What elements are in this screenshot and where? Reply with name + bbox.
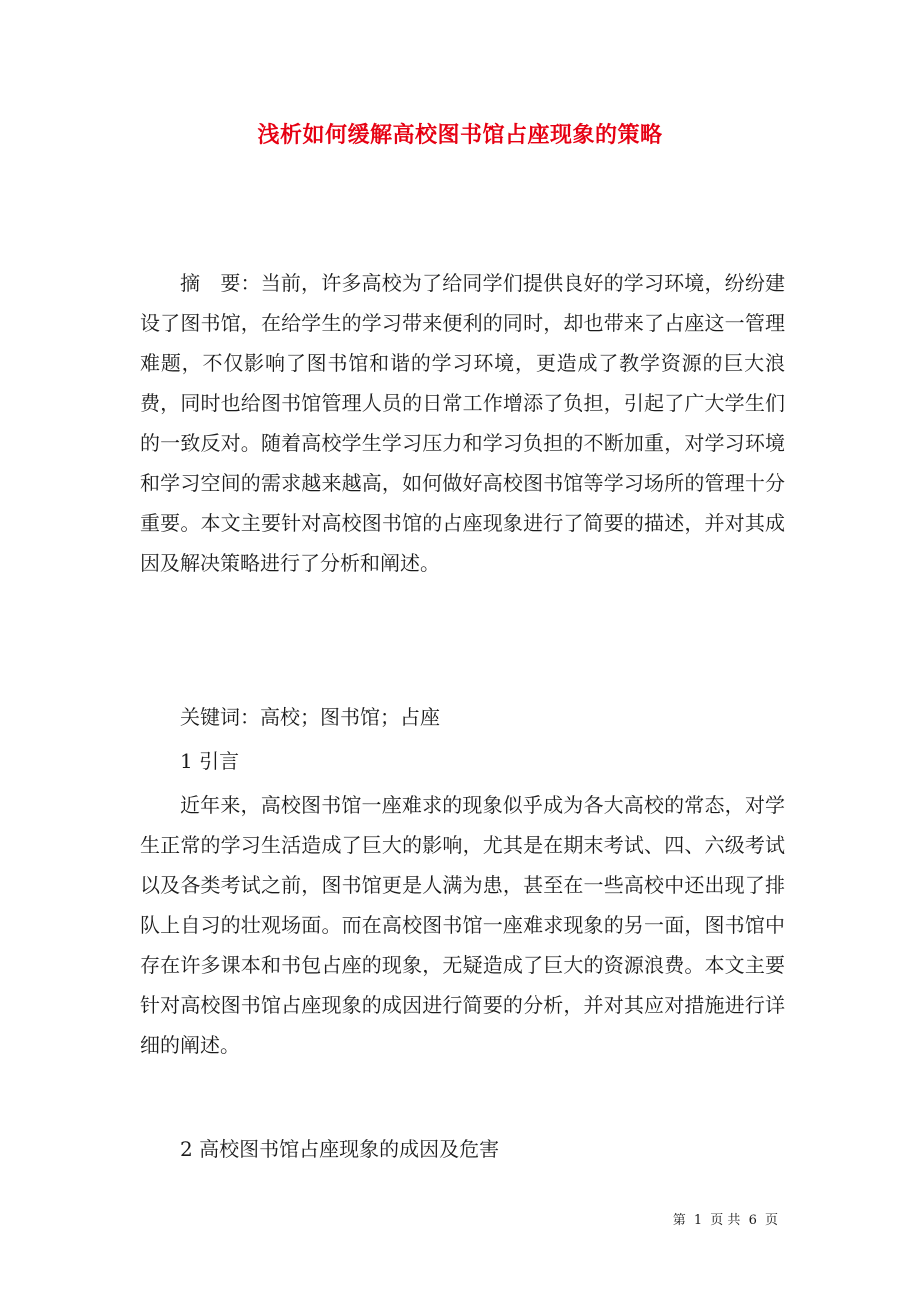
keywords-line: 关键词：高校；图书馆；占座 <box>180 705 440 729</box>
footer-suffix: 页 <box>764 1213 778 1228</box>
page-number-footer <box>671 1209 780 1228</box>
section-2-heading: 2 高校图书馆占座现象的成因及危害 <box>180 1137 500 1161</box>
document-title: 浅析如何缓解高校图书馆占座现象的策略 <box>257 122 663 148</box>
section-1-heading: 1 引言 <box>180 749 240 773</box>
footer-mid: 页 共 <box>710 1213 741 1228</box>
section-1-paragraph: 近年来，高校图书馆一座难求的现象似乎成为各大高校的常态，对学生正常的学习生活造成了巨大的影响，尤其是在期末考试、四、六级考试以及各类考试之前，图书馆更是人满为患，甚至在一些高校中还出现了排队上自习的壮观场面。而在高校图书馆一座难求现象的另一面，图书馆中存在许多课本和书包占座的现象，无疑造成了巨大的资源浪费。本文主要针对高校图书馆占座现象的成因进行简要的分析，并对其应对措施进行详细的阐述。 <box>140 793 785 1057</box>
footer-total-pages: 6 <box>748 1213 757 1228</box>
footer-prefix: 第 <box>672 1213 686 1228</box>
abstract-paragraph: 摘 要：当前，许多高校为了给同学们提供良好的学习环境，纷纷建设了图书馆，在给学生的学习带来便利的同时，却也带来了占座这一管理难题，不仅影响了图书馆和谐的学习环境，更造成了教学资源的巨大浪费，同时也给图书馆管理人员的日常工作增添了负担，引起了广大学生们的一致反对。随着高校学生学习压力和学习负担的不断加重，对学习环境和学习空间的需求越来越高，如何做好高校图书馆等学习场所的管理十分重要。本文主要针对高校图书馆的占座现象进行了简要的描述，并对其成因及解决策略进行了分析和阐述。 <box>140 271 785 575</box>
footer-current-page: 1 <box>693 1213 703 1228</box>
